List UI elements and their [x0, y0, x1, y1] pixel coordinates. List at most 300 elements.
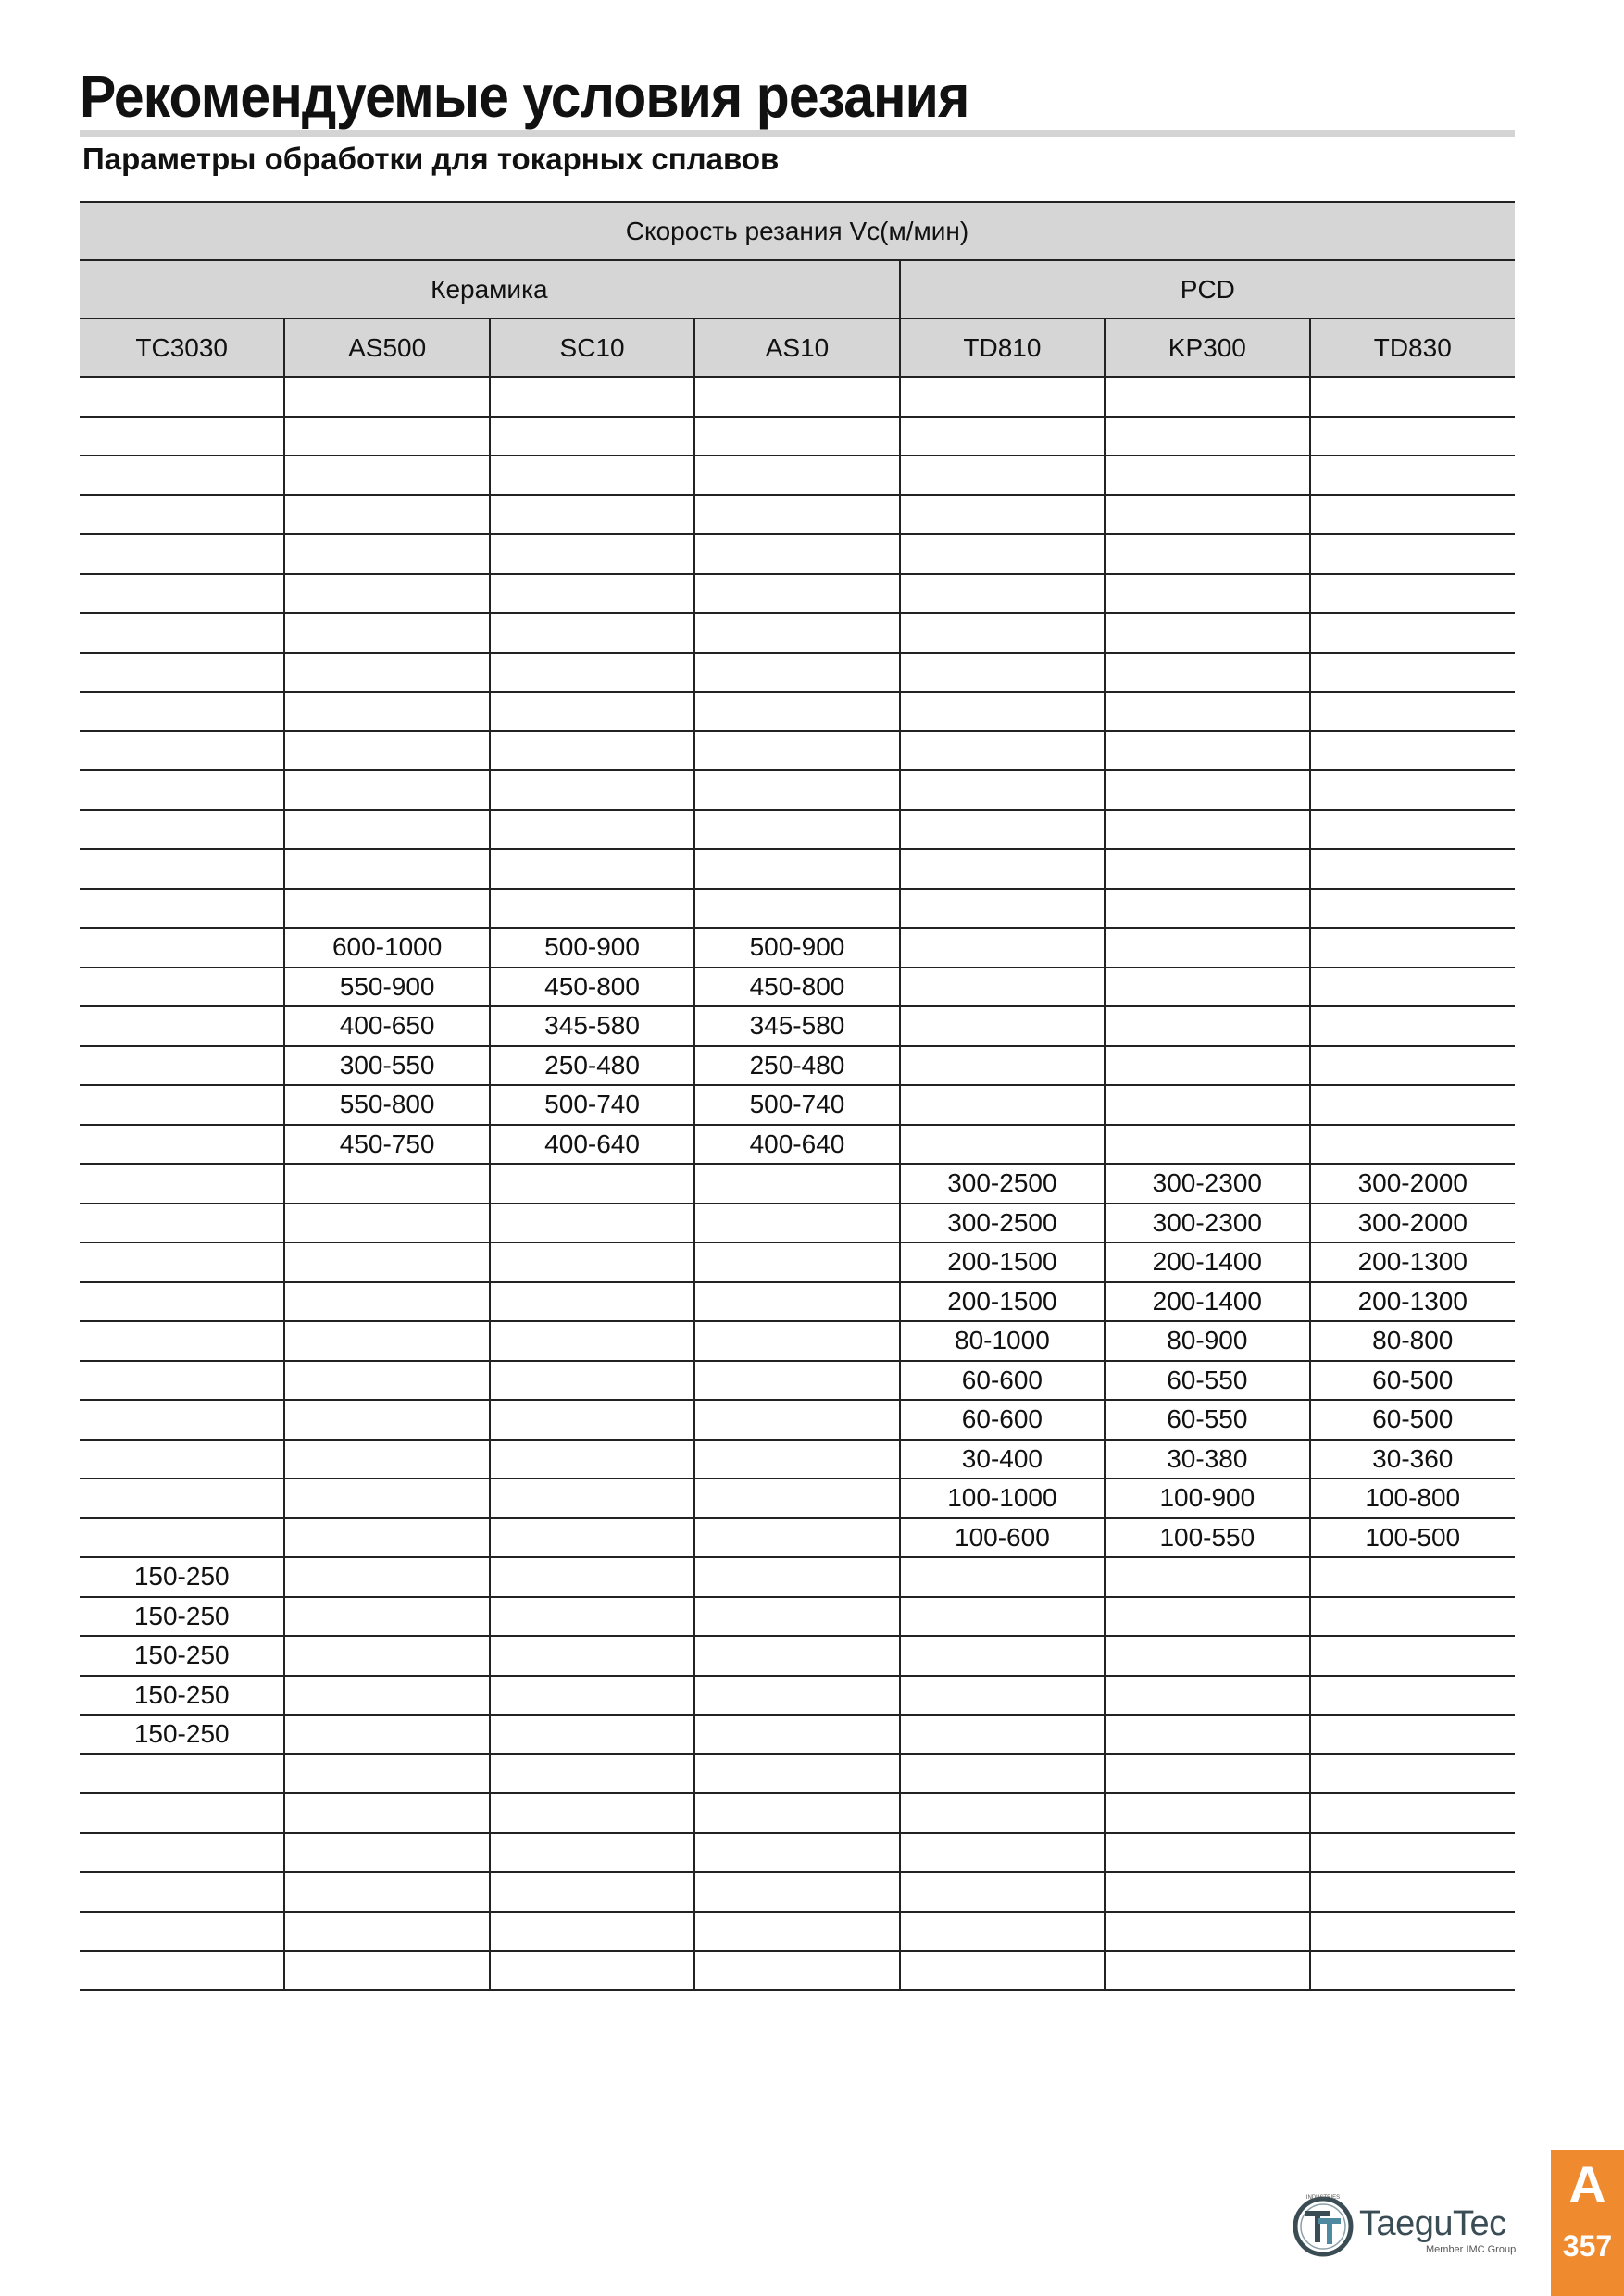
table-cell: 345-580: [490, 1006, 694, 1046]
table-row: [80, 967, 1515, 1007]
table-row: [80, 1912, 1515, 1952]
table-cell: [1310, 770, 1515, 810]
table-cell: [490, 1793, 694, 1833]
table-cell: [1105, 1833, 1309, 1873]
table-cell: [490, 455, 694, 495]
table-cell: 60-550: [1105, 1400, 1309, 1440]
table-cell: [900, 1872, 1105, 1912]
table-row: [80, 1400, 1515, 1440]
table-row: [80, 534, 1515, 574]
table-cell: [284, 770, 489, 810]
cutting-speed-header: Скорость резания Vc(м/мин): [80, 202, 1515, 260]
column-header-as500: AS500: [284, 318, 489, 377]
table-cell: [1105, 692, 1309, 731]
table-cell: 80-800: [1310, 1321, 1515, 1361]
table-cell: [80, 1204, 284, 1243]
table-cell: [490, 417, 694, 456]
table-cell: [490, 495, 694, 535]
table-cell: [80, 1912, 284, 1952]
table-cell: [694, 1597, 899, 1637]
table-cell: [284, 417, 489, 456]
table-cell: [490, 1400, 694, 1440]
table-cell: [490, 1872, 694, 1912]
table-row: [80, 731, 1515, 771]
table-cell: [284, 1361, 489, 1401]
table-cell: [694, 889, 899, 929]
table-cell: [694, 1912, 899, 1952]
table-cell: [694, 1479, 899, 1518]
table-cell: 250-480: [490, 1046, 694, 1086]
table-cell: [694, 1440, 899, 1479]
table-cell: [490, 1833, 694, 1873]
table-cell: 30-360: [1310, 1440, 1515, 1479]
table-cell: 60-500: [1310, 1400, 1515, 1440]
table-cell: [80, 1872, 284, 1912]
table-cell: [1310, 1951, 1515, 1990]
table-cell: 400-650: [284, 1006, 489, 1046]
table-cell: [1310, 1125, 1515, 1165]
table-cell: [900, 574, 1105, 614]
table-cell: [284, 1557, 489, 1597]
group-header-pcd: PCD: [900, 260, 1515, 318]
table-cell: 200-1500: [900, 1242, 1105, 1282]
table-cell: [1310, 377, 1515, 417]
table-cell: 100-800: [1310, 1479, 1515, 1518]
table-cell: [900, 731, 1105, 771]
table-cell: [1310, 1872, 1515, 1912]
table-cell: [1105, 1006, 1309, 1046]
table-row: [80, 1085, 1515, 1125]
table-cell: [694, 1951, 899, 1990]
table-cell: [1105, 928, 1309, 967]
table-cell: [1105, 417, 1309, 456]
table-cell: [490, 613, 694, 653]
table-row: [80, 1833, 1515, 1873]
table-cell: [1310, 1912, 1515, 1952]
table-cell: 400-640: [694, 1125, 899, 1165]
group-header-ceramics: Керамика: [80, 260, 900, 318]
table-cell: [284, 455, 489, 495]
table-cell: [1310, 1557, 1515, 1597]
table-cell: [80, 1440, 284, 1479]
table-cell: 60-600: [900, 1400, 1105, 1440]
table-cell: [490, 1912, 694, 1952]
table-cell: 500-900: [694, 928, 899, 967]
table-cell: [694, 455, 899, 495]
table-cell: [490, 1676, 694, 1716]
table-cell: [1105, 1597, 1309, 1637]
table-cell: 150-250: [80, 1676, 284, 1716]
table-cell: [1105, 455, 1309, 495]
table-cell: [1310, 1636, 1515, 1676]
table-cell: [1105, 1676, 1309, 1716]
table-cell: 80-900: [1105, 1321, 1309, 1361]
table-cell: [1310, 889, 1515, 929]
taegutec-logo-icon: [1289, 2192, 1357, 2261]
table-cell: [80, 1793, 284, 1833]
table-row: [80, 653, 1515, 693]
table-cell: [1310, 849, 1515, 889]
table-cell: [694, 849, 899, 889]
table-cell: [900, 1597, 1105, 1637]
table-cell: [80, 928, 284, 967]
table-cell: [900, 1676, 1105, 1716]
table-cell: 200-1500: [900, 1282, 1105, 1322]
page-number: 357: [1562, 2229, 1613, 2263]
table-cell: [284, 1833, 489, 1873]
table-cell: 250-480: [694, 1046, 899, 1086]
table-cell: [900, 770, 1105, 810]
table-cell: [1105, 534, 1309, 574]
table-cell: [490, 1754, 694, 1794]
table-cell: [1310, 692, 1515, 731]
table-cell: [694, 1282, 899, 1322]
table-cell: [900, 810, 1105, 850]
table-row: [80, 377, 1515, 417]
table-cell: [80, 1400, 284, 1440]
table-cell: [694, 1636, 899, 1676]
table-body: [80, 377, 1515, 1990]
table-cell: [1105, 1557, 1309, 1597]
table-cell: [1310, 1085, 1515, 1125]
table-cell: 300-2000: [1310, 1164, 1515, 1204]
table-cell: [490, 1518, 694, 1558]
table-cell: [80, 1518, 284, 1558]
table-cell: [1105, 967, 1309, 1007]
table-cell: [284, 1440, 489, 1479]
table-cell: [1310, 495, 1515, 535]
table-cell: [694, 1833, 899, 1873]
table-cell: [80, 574, 284, 614]
table-cell: [694, 1361, 899, 1401]
table-row: [80, 889, 1515, 929]
table-cell: [490, 1361, 694, 1401]
table-cell: 60-550: [1105, 1361, 1309, 1401]
header-row-groups: [80, 260, 1515, 318]
table-cell: [900, 495, 1105, 535]
table-cell: 100-1000: [900, 1479, 1105, 1518]
table-cell: [900, 849, 1105, 889]
table-cell: [284, 1242, 489, 1282]
table-cell: [1105, 770, 1309, 810]
table-cell: [1105, 377, 1309, 417]
table-cell: [490, 1557, 694, 1597]
table-cell: [490, 731, 694, 771]
table-cell: [80, 1125, 284, 1165]
table-cell: [80, 1479, 284, 1518]
table-cell: [1310, 967, 1515, 1007]
table-cell: [1310, 417, 1515, 456]
table-cell: [284, 849, 489, 889]
table-cell: [900, 455, 1105, 495]
table-cell: [1310, 653, 1515, 693]
table-cell: [694, 1793, 899, 1833]
table-cell: 550-800: [284, 1085, 489, 1125]
column-header-td830: TD830: [1310, 318, 1515, 377]
table-cell: 400-640: [490, 1125, 694, 1165]
table-cell: [284, 1951, 489, 1990]
table-cell: [900, 1912, 1105, 1952]
section-page-tab: [1551, 2150, 1624, 2296]
logo-ring-text: INDUSTRIES: [1305, 2195, 1341, 2201]
table-cell: [1310, 1676, 1515, 1716]
page-title: Рекомендуемые условия резания: [80, 63, 969, 130]
table-cell: [80, 731, 284, 771]
table-cell: [490, 1636, 694, 1676]
table-cell: [284, 1282, 489, 1322]
table-row: [80, 770, 1515, 810]
table-cell: [80, 1006, 284, 1046]
table-cell: [284, 574, 489, 614]
table-cell: [80, 613, 284, 653]
table-row: [80, 1361, 1515, 1401]
table-cell: [694, 1400, 899, 1440]
table-cell: [284, 1715, 489, 1754]
table-cell: [490, 1440, 694, 1479]
table-cell: [490, 653, 694, 693]
table-cell: 500-740: [490, 1085, 694, 1125]
table-cell: 600-1000: [284, 928, 489, 967]
table-cell: [490, 1597, 694, 1637]
column-header-as10: AS10: [694, 318, 899, 377]
column-header-kp300: KP300: [1105, 318, 1309, 377]
table-cell: [80, 417, 284, 456]
table-cell: [80, 1046, 284, 1086]
table-cell: [900, 928, 1105, 967]
table-cell: [1310, 534, 1515, 574]
table-row: [80, 1793, 1515, 1833]
table-cell: [1310, 613, 1515, 653]
table-row: [80, 849, 1515, 889]
table-cell: [1310, 1754, 1515, 1794]
table-cell: [80, 534, 284, 574]
table-cell: [80, 1242, 284, 1282]
table-cell: 100-500: [1310, 1518, 1515, 1558]
table-cell: 500-900: [490, 928, 694, 967]
table-cell: [80, 1282, 284, 1322]
table-cell: [694, 1204, 899, 1243]
table-cell: 150-250: [80, 1597, 284, 1637]
table-row: [80, 495, 1515, 535]
table-cell: [900, 967, 1105, 1007]
table-cell: [900, 613, 1105, 653]
table-cell: [1105, 495, 1309, 535]
table-cell: 30-400: [900, 1440, 1105, 1479]
table-cell: [900, 889, 1105, 929]
table-row: [80, 1715, 1515, 1754]
table-cell: [80, 810, 284, 850]
table-cell: [1310, 455, 1515, 495]
table-cell: 345-580: [694, 1006, 899, 1046]
table-row: [80, 692, 1515, 731]
table-cell: [1105, 1715, 1309, 1754]
table-cell: [284, 534, 489, 574]
table-row: [80, 1597, 1515, 1637]
table-cell: [490, 810, 694, 850]
table-cell: [1105, 1125, 1309, 1165]
table-cell: [284, 1518, 489, 1558]
table-row: [80, 1518, 1515, 1558]
column-header-tc3030: TC3030: [80, 318, 284, 377]
table-cell: 200-1300: [1310, 1282, 1515, 1322]
table-cell: [284, 1636, 489, 1676]
table-cell: [694, 1754, 899, 1794]
table-cell: [694, 377, 899, 417]
logo-wordmark: TaeguTec: [1359, 2204, 1506, 2243]
table-cell: [490, 849, 694, 889]
table-cell: [900, 534, 1105, 574]
table-cell: [900, 1046, 1105, 1086]
table-row: [80, 1676, 1515, 1716]
table-cell: 450-750: [284, 1125, 489, 1165]
table-cell: [490, 1715, 694, 1754]
table-row: [80, 1006, 1515, 1046]
table-cell: [1310, 731, 1515, 771]
table-cell: [694, 1518, 899, 1558]
table-cell: [1310, 1046, 1515, 1086]
table-cell: 60-500: [1310, 1361, 1515, 1401]
table-cell: [900, 1715, 1105, 1754]
table-cell: [694, 1321, 899, 1361]
table-cell: [900, 1006, 1105, 1046]
table-cell: [1310, 1006, 1515, 1046]
table-cell: [490, 1282, 694, 1322]
table-cell: [1105, 653, 1309, 693]
column-header-sc10: SC10: [490, 318, 694, 377]
table-cell: 450-800: [490, 967, 694, 1007]
table-cell: [694, 810, 899, 850]
table-cell: [284, 1793, 489, 1833]
table-cell: [80, 1833, 284, 1873]
table-cell: [80, 770, 284, 810]
table-cell: [1310, 928, 1515, 967]
table-cell: [490, 377, 694, 417]
table-cell: [1310, 574, 1515, 614]
table-cell: [284, 731, 489, 771]
table-cell: [1105, 1872, 1309, 1912]
page-subtitle: Параметры обработки для токарных сплавов: [82, 142, 780, 176]
table-cell: [80, 967, 284, 1007]
table-cell: 300-2500: [900, 1204, 1105, 1243]
table-cell: [900, 1793, 1105, 1833]
table-cell: [1310, 1833, 1515, 1873]
table-cell: [694, 495, 899, 535]
table-cell: [900, 1951, 1105, 1990]
table-row: [80, 574, 1515, 614]
table-cell: [80, 495, 284, 535]
table-cell: [80, 889, 284, 929]
table-row: [80, 810, 1515, 850]
table-cell: [1105, 1085, 1309, 1125]
table-cell: [284, 1400, 489, 1440]
table-cell: [284, 495, 489, 535]
table-cell: [694, 731, 899, 771]
table-cell: [80, 653, 284, 693]
table-cell: [80, 849, 284, 889]
table-row: [80, 1164, 1515, 1204]
table-cell: [1105, 849, 1309, 889]
table-cell: [284, 1872, 489, 1912]
table-cell: [80, 1164, 284, 1204]
table-cell: [284, 692, 489, 731]
table-cell: [490, 574, 694, 614]
table-cell: [694, 692, 899, 731]
table-cell: [694, 770, 899, 810]
table-cell: [900, 1125, 1105, 1165]
table-cell: [284, 1204, 489, 1243]
table-row: [80, 1282, 1515, 1322]
section-letter: A: [1568, 2155, 1606, 2214]
table-row: [80, 1636, 1515, 1676]
table-cell: [490, 1951, 694, 1990]
table-row: [80, 1754, 1515, 1794]
table-cell: [284, 613, 489, 653]
table-row: [80, 1479, 1515, 1518]
table-cell: [284, 377, 489, 417]
column-header-td810: TD810: [900, 318, 1105, 377]
table-cell: [1105, 1951, 1309, 1990]
table-cell: [284, 889, 489, 929]
table-cell: [284, 1754, 489, 1794]
table-row: [80, 1204, 1515, 1243]
table-cell: [490, 1479, 694, 1518]
table-cell: [490, 1204, 694, 1243]
table-cell: [694, 613, 899, 653]
table-cell: [1310, 1715, 1515, 1754]
table-row: [80, 1557, 1515, 1597]
table-cell: [490, 534, 694, 574]
table-cell: [1105, 574, 1309, 614]
table-cell: 150-250: [80, 1557, 284, 1597]
table-header: [80, 202, 1515, 377]
table-cell: [1105, 1754, 1309, 1794]
table-cell: [1105, 1912, 1309, 1952]
table-cell: [80, 377, 284, 417]
table-cell: [284, 810, 489, 850]
table-cell: [284, 1479, 489, 1518]
table-row: [80, 1321, 1515, 1361]
table-cell: [80, 692, 284, 731]
table-cell: [900, 1754, 1105, 1794]
table-cell: [900, 653, 1105, 693]
table-cell: 150-250: [80, 1636, 284, 1676]
table-cell: [694, 574, 899, 614]
table-cell: 300-550: [284, 1046, 489, 1086]
table-cell: 450-800: [694, 967, 899, 1007]
table-cell: [694, 534, 899, 574]
table-row: [80, 1951, 1515, 1990]
table-cell: [1105, 1046, 1309, 1086]
table-cell: [284, 1597, 489, 1637]
table-row: [80, 1242, 1515, 1282]
table-cell: [284, 1676, 489, 1716]
table-cell: 100-900: [1105, 1479, 1309, 1518]
cutting-speed-table: [80, 201, 1515, 1991]
title-underline: [80, 130, 1515, 137]
table-cell: [1310, 1597, 1515, 1637]
table-cell: [900, 692, 1105, 731]
table-cell: [490, 1164, 694, 1204]
table-cell: [284, 1321, 489, 1361]
table-cell: [900, 377, 1105, 417]
table-cell: 300-2300: [1105, 1204, 1309, 1243]
table-cell: [900, 1085, 1105, 1125]
table-cell: [694, 1715, 899, 1754]
table-cell: [694, 1872, 899, 1912]
table-cell: [1105, 810, 1309, 850]
table-cell: [490, 692, 694, 731]
table-cell: 80-1000: [900, 1321, 1105, 1361]
